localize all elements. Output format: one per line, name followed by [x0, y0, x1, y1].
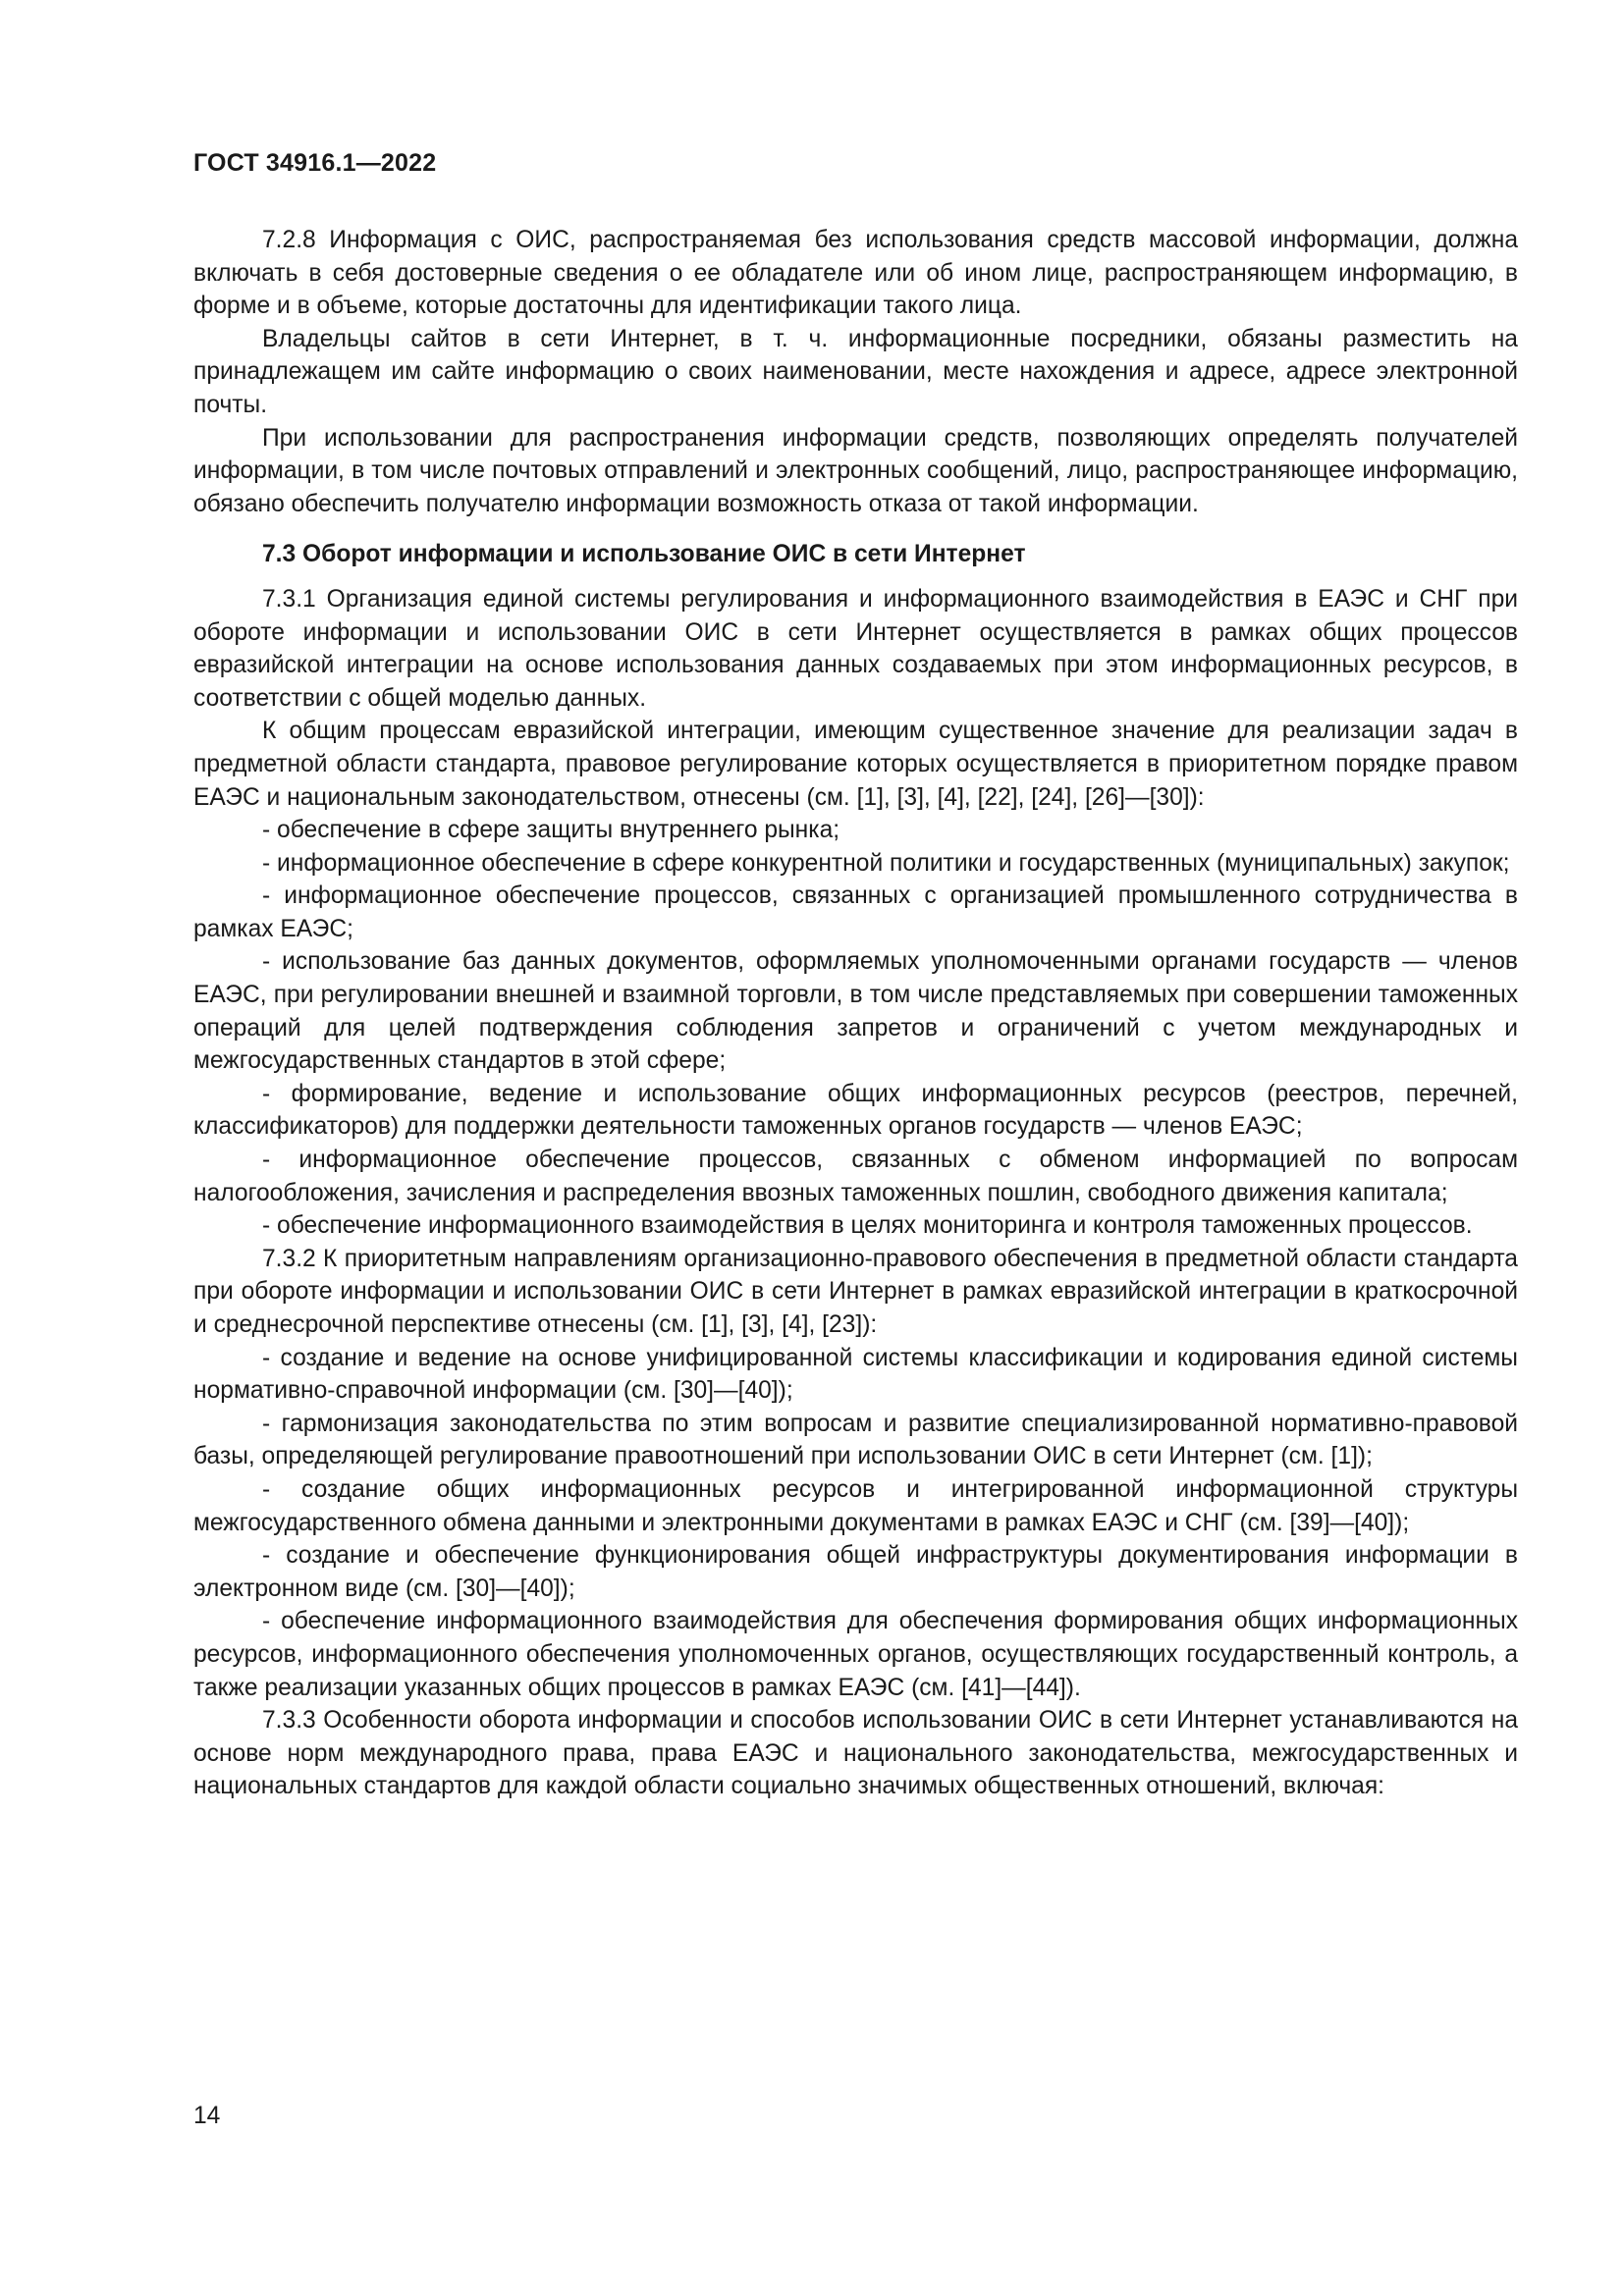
list-item: - формирование, ведение и использование общих информационных ресурсов (реестров, перечней, классификаторов) для поддержки деятельности таможенных органов государств — членов ЕАЭС; — [193, 1080, 1518, 1141]
list-item: - обеспечение информационного взаимодействия в целях мониторинга и контроля таможенных процессов. — [262, 1212, 1473, 1240]
list-item: - использование баз данных документов, оформляемых уполномоченными органами государств — членов ЕАЭС, при регулировании внешней и взаимной торговли, в том числе представляемых при совершении таможенных операций для целей подтверждения соблюдения запретов и ограничений с учетом международных и межгосударственных стандартов в этой сфере; — [193, 948, 1518, 1075]
list-item: - обеспечение в сфере защиты внутреннего рынка; — [262, 817, 840, 844]
paragraph-7-3-3: 7.3.3 Особенности оборота информации и способов использовании ОИС в сети Интернет устанавливаются на основе норм международного права, права ЕАЭС и национального законодательства, межгосударственных и национальных стандартов для каждой области социально значимых общественных отношений, включая: — [193, 1707, 1518, 1800]
paragraph-7-3-1: 7.3.1 Организация единой системы регулирования и информационного взаимодействия в ЕАЭС и СНГ при обороте информации и использовании ОИС в сети Интернет осуществляется в рамках общих процессов евразийской интеграции на основе использования данных создаваемых при этом информационных ресурсов, в соответствии с общей моделью данных. — [193, 585, 1518, 712]
section-heading-7-3: 7.3 Оборот информации и использование ОИС в сети Интернет — [262, 541, 1026, 568]
list-item: - информационное обеспечение процессов, связанных с обменом информацией по вопросам налогообложения, зачисления и распределения ввозных таможенных пошлин, свободного движения капитала; — [193, 1147, 1518, 1206]
paragraph: К общим процессам евразийской интеграции, имеющим существенное значение для реализации задач в предметной области стандарта, правовое регулирование которых осуществляется в приоритетном порядке правом ЕАЭС и национальным законодательством, отнесены (см. [1], [3], [4], [22], [24], [26]—[30]): — [193, 718, 1518, 811]
list-item: - гармонизация законодательства по этим вопросам и развитие специализированной нормативно-правовой базы, определяющей регулирование правоотношений при использовании ОИС в сети Интернет (см. [1]); — [193, 1410, 1518, 1470]
paragraph: Владельцы сайтов в сети Интернет, в т. ч. информационные посредники, обязаны разместить на принадлежащем им сайте информацию о своих наименовании, месте нахождения и адресе, адресе электронной почты. — [193, 325, 1518, 418]
paragraph: При использовании для распространения информации средств, позволяющих определять получателей информации, в том числе почтовых отправлений и электронных сообщений, лицо, распространяющее информацию, обязано обеспечить получателю информации возможность отказа от такой информации. — [193, 424, 1518, 517]
page-number: 14 — [193, 2103, 221, 2129]
list-item: - создание и обеспечение функционирования общей инфраструктуры документирования информации в электронном виде (см. [30]—[40]); — [193, 1542, 1518, 1602]
document-code-header: ГОСТ 34916.1—2022 — [193, 149, 437, 177]
list-item: - информационное обеспечение процессов, связанных с организацией промышленного сотрудничества в рамках ЕАЭС; — [193, 882, 1518, 942]
paragraph-7-2-8: 7.2.8 Информация с ОИС, распространяемая без использования средств массовой информации, должна включать в себя достоверные сведения о ее обладателе или об ином лице, распространяющем информацию, в форме и в объеме, которые достаточны для идентификации такого лица. — [193, 227, 1518, 320]
list-item: - создание общих информационных ресурсов и интегрированной информационной структуры межгосударственного обмена данными и электронными документами в рамках ЕАЭС и СНГ (см. [39]—[40]); — [193, 1475, 1518, 1536]
paragraph-7-3-2: 7.3.2 К приоритетным направлениям организационно-правового обеспечения в предметной области стандарта при обороте информации и использовании ОИС в сети Интернет в рамках евразийской интеграции в краткосрочной и среднесрочной перспективе отнесены (см. [1], [3], [4], [23]): — [193, 1245, 1518, 1338]
list-item: - создание и ведение на основе унифицированной системы классификации и кодирования единой системы нормативно-справочной информации (см. [30]—[40]); — [193, 1344, 1518, 1405]
list-item: - обеспечение информационного взаимодействия для обеспечения формирования общих информационных ресурсов, информационного обеспечения уполномоченных органов, осуществляющих государственный контроль, а также реализации указанных общих процессов в рамках ЕАЭС (см. [41]—[44]). — [193, 1608, 1518, 1701]
document-body — [193, 224, 1518, 1803]
list-item: - информационное обеспечение в сфере конкурентной политики и государственных (муниципальных) закупок; — [262, 849, 1510, 877]
